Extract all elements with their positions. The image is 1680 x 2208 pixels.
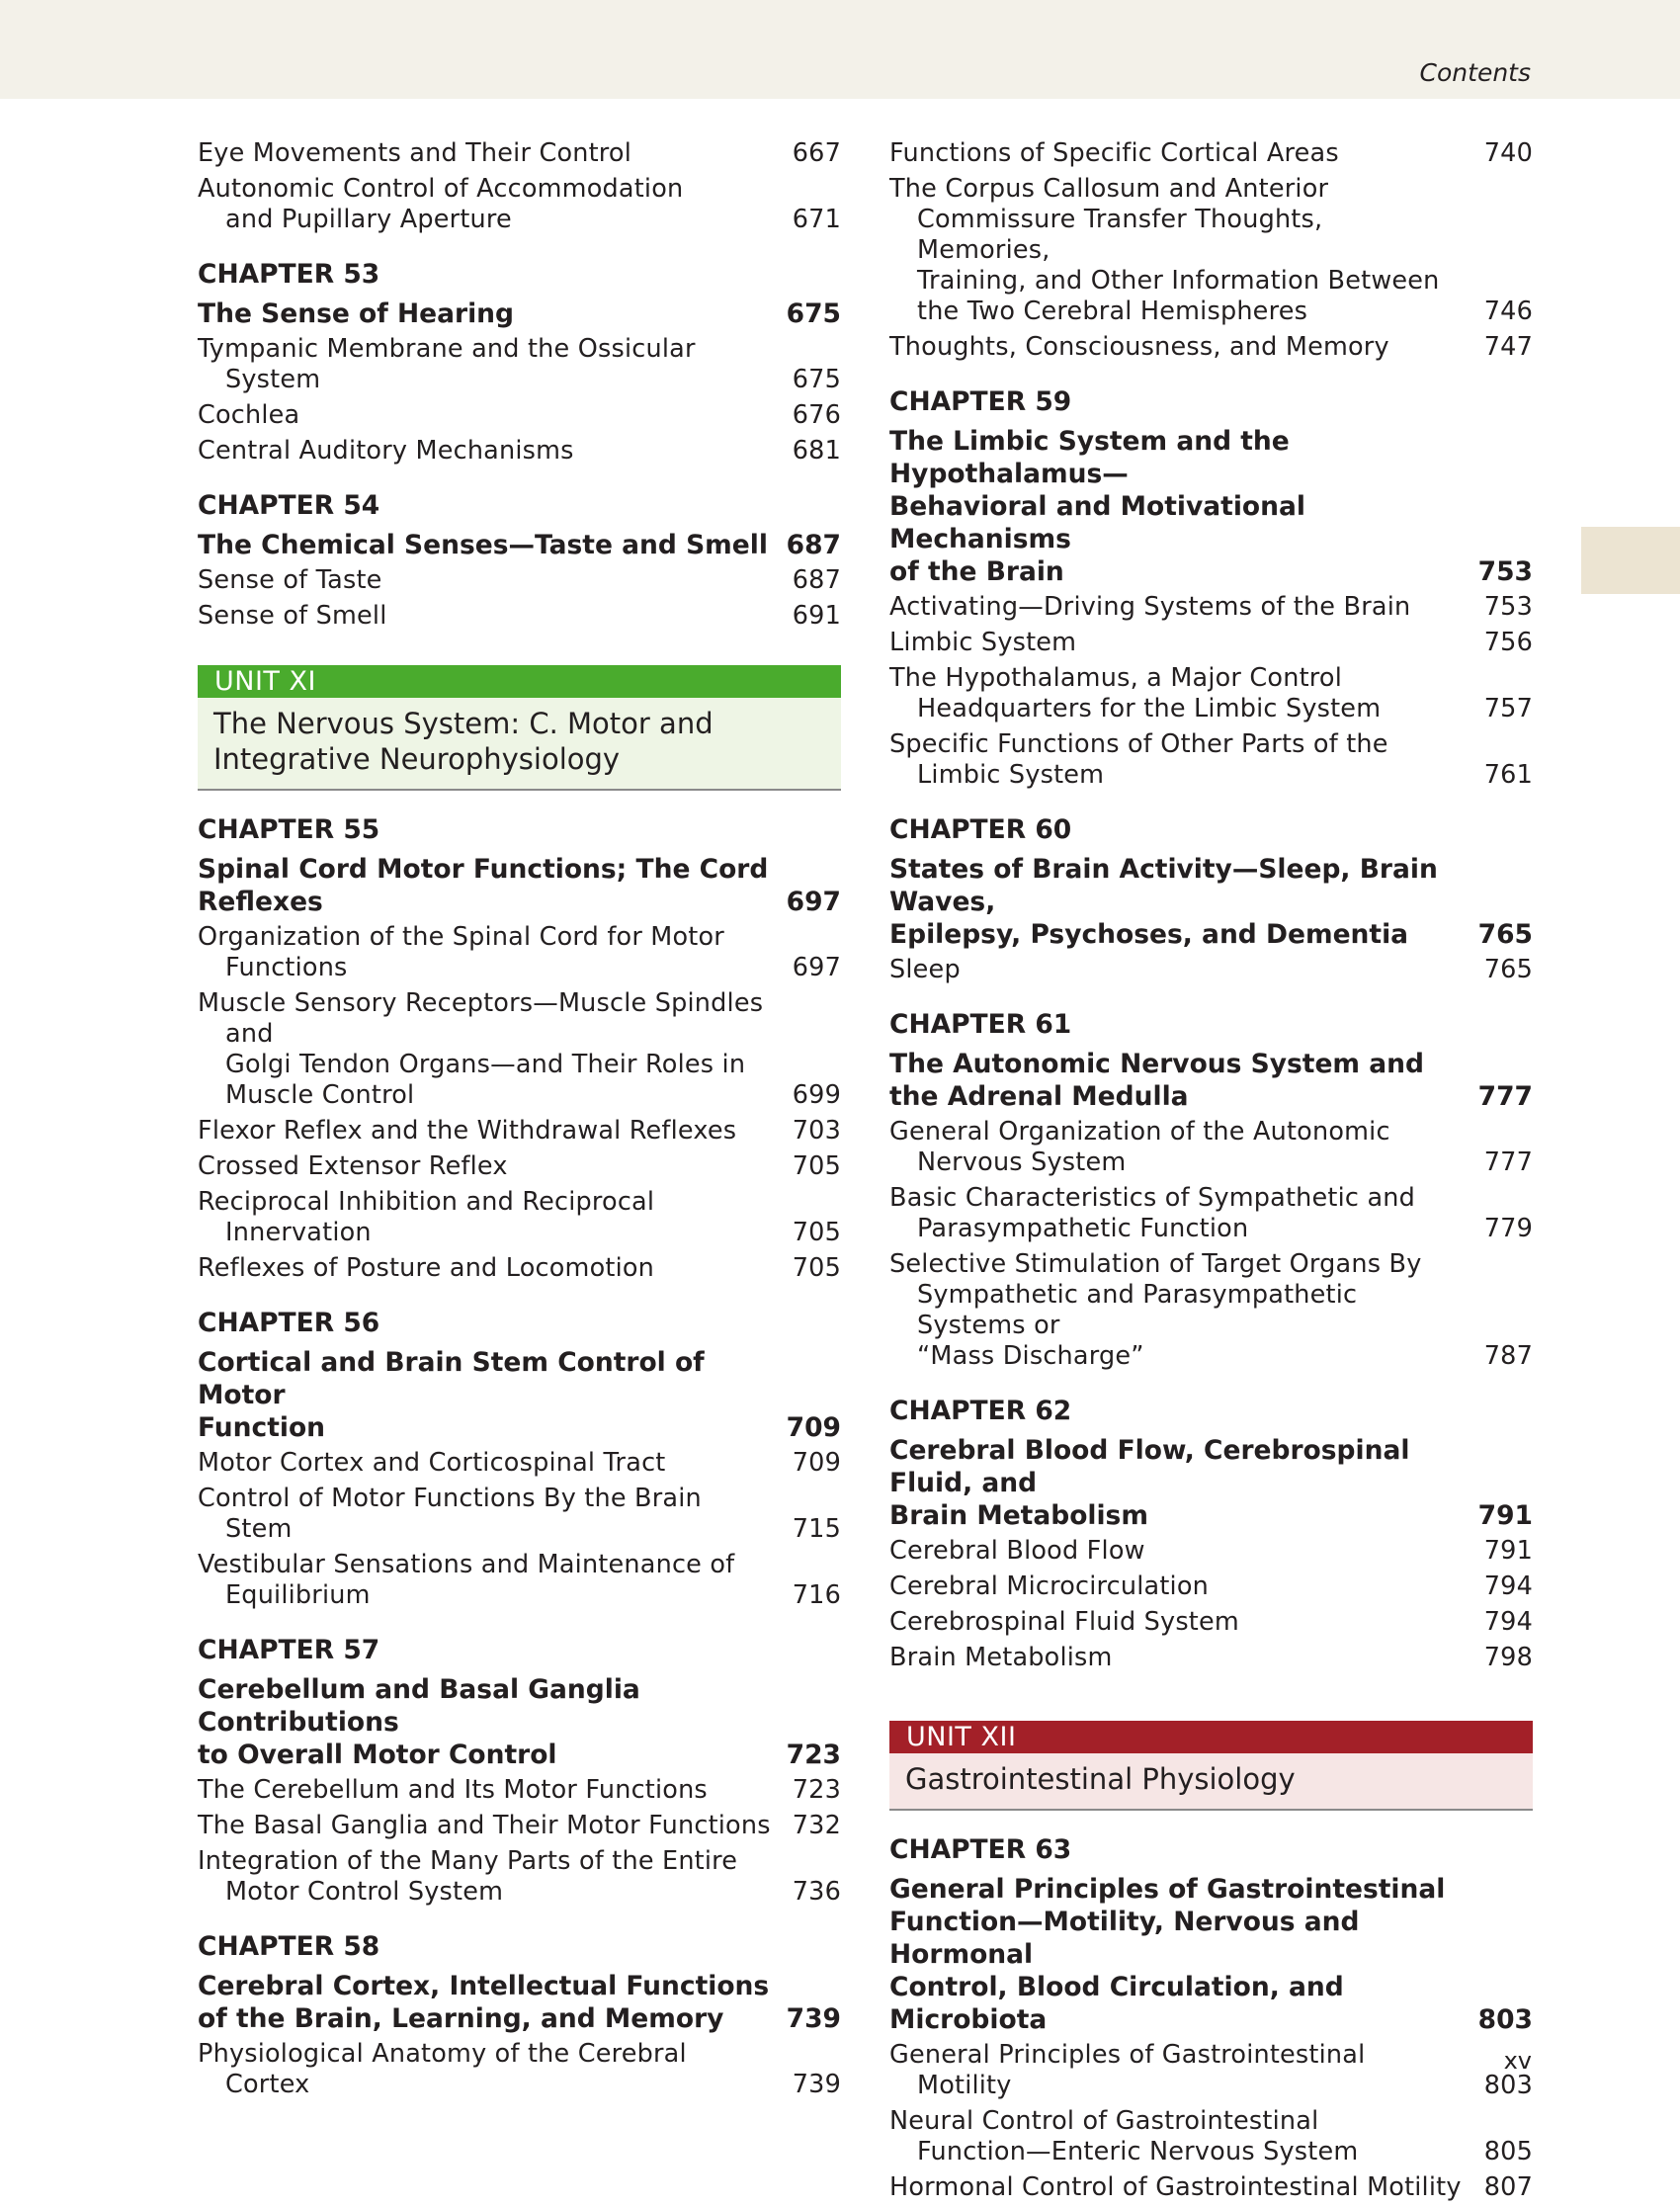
chapter-label: CHAPTER 54 — [198, 490, 380, 521]
toc-column-right — [889, 138, 1533, 2208]
chapter-title[interactable]: Cerebral Cortex, Intellectual Functions of the Brain, Learning, and Memory 739 — [198, 1971, 841, 2034]
chapter-title[interactable]: The Chemical Senses—Taste and Smell 687 — [198, 530, 841, 560]
toc-entry[interactable]: Organization of the Spinal Cord for Motor Functions 697 — [198, 922, 841, 982]
chapter-label: CHAPTER 56 — [198, 1308, 380, 1338]
toc-entry[interactable]: Reflexes of Posture and Locomotion 705 — [198, 1253, 841, 1283]
toc-entry[interactable]: Crossed Extensor Reflex 705 — [198, 1151, 841, 1181]
toc-entry[interactable]: General Principles of Gastrointestinal Motility 803 — [889, 2040, 1533, 2100]
chapter-title[interactable]: Cortical and Brain Stem Control of Motor Function 709 — [198, 1347, 841, 1443]
toc-entry[interactable]: Sleep 765 — [889, 955, 1533, 984]
section-thumb-tab — [1581, 527, 1680, 594]
chapter-label: CHAPTER 53 — [198, 259, 380, 290]
unit-title: Gastrointestinal Physiology — [889, 1753, 1533, 1809]
toc-entry[interactable]: Sense of Taste 687 — [198, 565, 841, 595]
toc-entry[interactable]: Cochlea 676 — [198, 400, 841, 430]
toc-entry[interactable]: Vestibular Sensations and Maintenance of Equilibrium 716 — [198, 1550, 841, 1610]
toc-entry[interactable]: Eye Movements and Their Control 667 — [198, 138, 841, 168]
chapter-label: CHAPTER 61 — [889, 1009, 1072, 1040]
toc-entry[interactable]: Motor Cortex and Corticospinal Tract 709 — [198, 1448, 841, 1478]
toc-entry[interactable]: Flexor Reflex and the Withdrawal Reflexes 703 — [198, 1116, 841, 1146]
toc-entry[interactable]: The Hypothalamus, a Major Control Headquarters for the Limbic System 757 — [889, 663, 1533, 723]
toc-column-left — [198, 138, 841, 2105]
toc-entry[interactable]: Integration of the Many Parts of the Entire Motor Control System 736 — [198, 1846, 841, 1907]
toc-entry[interactable]: Cerebrospinal Fluid System 794 — [889, 1607, 1533, 1637]
chapter-title[interactable]: Cerebellum and Basal Ganglia Contributions to Overall Motor Control 723 — [198, 1674, 841, 1770]
toc-entry[interactable]: Thoughts, Consciousness, and Memory 747 — [889, 332, 1533, 362]
toc-entry[interactable]: Central Auditory Mechanisms 681 — [198, 436, 841, 466]
chapter-label: CHAPTER 62 — [889, 1396, 1072, 1426]
chapter-label: CHAPTER 57 — [198, 1635, 380, 1665]
chapter-title[interactable]: The Limbic System and the Hypothalamus— Behavioral and Motivational Mechanisms of the Brain 753 — [889, 426, 1533, 587]
unit-label: UNIT XI — [198, 665, 841, 698]
unit-label: UNIT XII — [889, 1721, 1533, 1753]
toc-entry[interactable]: The Corpus Callosum and Anterior Commissure Transfer Thoughts, Memories, Training, and Other Information Between the Two Cerebral Hemispheres 746 — [889, 174, 1533, 326]
toc-entry[interactable]: Selective Stimulation of Target Organs By Sympathetic and Parasympathetic Systems or “Mass Discharge” 787 — [889, 1249, 1533, 1371]
toc-entry[interactable]: The Basal Ganglia and Their Motor Functions 732 — [198, 1811, 841, 1840]
toc-entry[interactable]: The Cerebellum and Its Motor Functions 723 — [198, 1775, 841, 1805]
chapter-label: CHAPTER 63 — [889, 1834, 1072, 1865]
toc-entry[interactable]: Specific Functions of Other Parts of the Limbic System 761 — [889, 729, 1533, 790]
toc-entry[interactable]: Sense of Smell 691 — [198, 601, 841, 631]
unit-title: The Nervous System: C. Motor and Integrative Neurophysiology — [198, 698, 841, 789]
chapter-title[interactable]: States of Brain Activity—Sleep, Brain Waves, Epilepsy, Psychoses, and Dementia 765 — [889, 854, 1533, 950]
chapter-title[interactable]: The Sense of Hearing 675 — [198, 298, 841, 329]
toc-entry[interactable]: Reciprocal Inhibition and Reciprocal Innervation 705 — [198, 1187, 841, 1247]
toc-entry[interactable]: Cerebral Microcirculation 794 — [889, 1571, 1533, 1601]
chapter-label: CHAPTER 58 — [198, 1931, 380, 1962]
unit-banner-xi — [198, 665, 841, 791]
toc-entry[interactable]: Muscle Sensory Receptors—Muscle Spindles and Golgi Tendon Organs—and Their Roles in Muscle Control 699 — [198, 988, 841, 1110]
page-number: xv — [1503, 2047, 1532, 2075]
chapter-title[interactable]: General Principles of Gastrointestinal Function—Motility, Nervous and Hormonal Control, Blood Circulation, and Microbiota 803 — [889, 1874, 1533, 2035]
chapter-title[interactable]: Spinal Cord Motor Functions; The Cord Reflexes 697 — [198, 854, 841, 917]
toc-entry[interactable]: Limbic System 756 — [889, 628, 1533, 657]
toc-entry[interactable]: General Organization of the Autonomic Nervous System 777 — [889, 1117, 1533, 1177]
chapter-label: CHAPTER 55 — [198, 814, 380, 845]
toc-entry[interactable]: Basic Characteristics of Sympathetic and Parasympathetic Function 779 — [889, 1183, 1533, 1243]
toc-entry[interactable]: Hormonal Control of Gastrointestinal Motility 807 — [889, 2172, 1533, 2202]
toc-entry[interactable]: Brain Metabolism 798 — [889, 1643, 1533, 1672]
toc-entry[interactable]: Physiological Anatomy of the Cerebral Cortex 739 — [198, 2039, 841, 2099]
running-header: Contents — [1419, 58, 1531, 87]
chapter-title[interactable]: Cerebral Blood Flow, Cerebrospinal Fluid, and Brain Metabolism 791 — [889, 1435, 1533, 1531]
toc-entry[interactable]: Activating—Driving Systems of the Brain 753 — [889, 592, 1533, 622]
toc-entry[interactable]: Neural Control of Gastrointestinal Function—Enteric Nervous System 805 — [889, 2106, 1533, 2166]
toc-entry[interactable]: Control of Motor Functions By the Brain Stem 715 — [198, 1484, 841, 1544]
chapter-title[interactable]: The Autonomic Nervous System and the Adrenal Medulla 777 — [889, 1049, 1533, 1112]
unit-banner-xii — [889, 1721, 1533, 1811]
toc-entry[interactable]: Tympanic Membrane and the Ossicular System 675 — [198, 334, 841, 394]
toc-entry[interactable]: Cerebral Blood Flow 791 — [889, 1536, 1533, 1566]
chapter-label: CHAPTER 60 — [889, 814, 1072, 845]
chapter-label: CHAPTER 59 — [889, 386, 1072, 417]
toc-entry[interactable]: Autonomic Control of Accommodation and Pupillary Aperture 671 — [198, 174, 841, 234]
toc-entry[interactable]: Functions of Specific Cortical Areas 740 — [889, 138, 1533, 168]
